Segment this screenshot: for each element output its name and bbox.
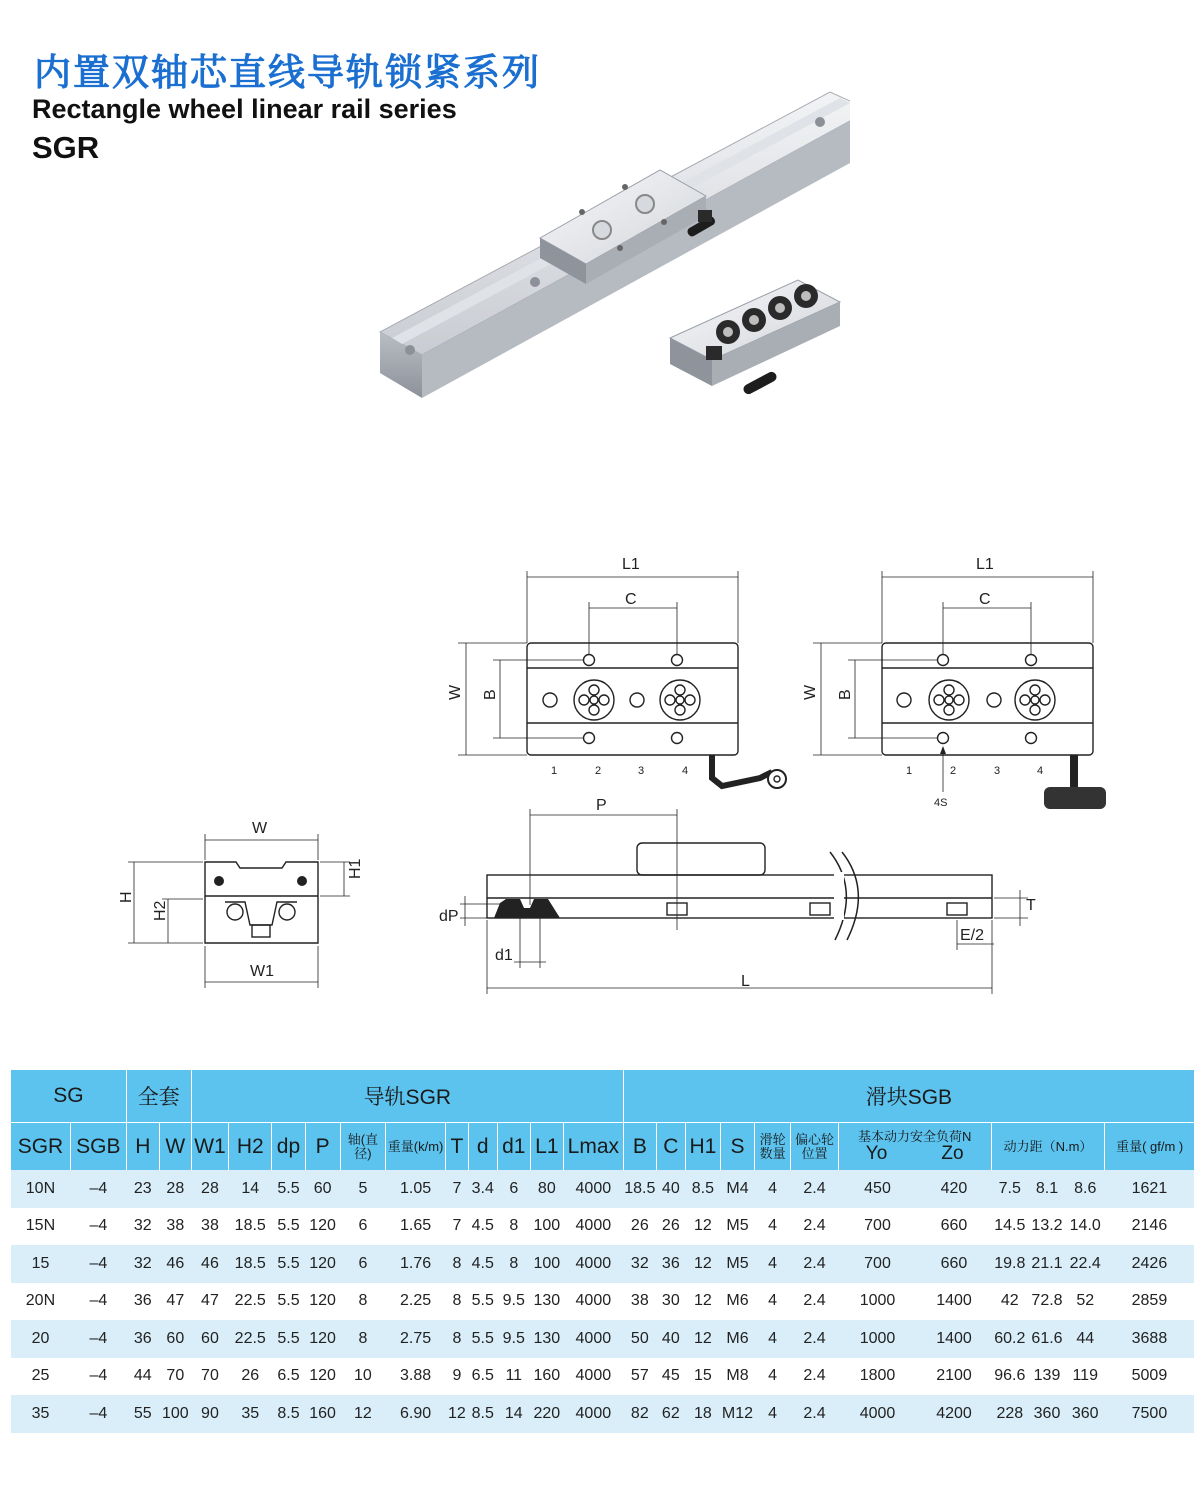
table-cell: 23	[126, 1170, 159, 1208]
table-cell: 4000	[575, 1217, 612, 1235]
table-cell: 1.76	[386, 1245, 446, 1283]
table-cell: 120	[309, 1292, 336, 1310]
table-cell: 4	[768, 1367, 778, 1385]
table-row	[11, 1283, 1195, 1321]
table-cell: 10	[353, 1367, 372, 1385]
group-header-slider: 滑块SGB	[623, 1070, 1194, 1123]
spec-table-body	[11, 1170, 1195, 1433]
table-cell: 14	[497, 1395, 530, 1433]
table-cell: 1000	[859, 1292, 896, 1310]
table-cell: 2.4	[803, 1367, 826, 1385]
label-w-left: W	[447, 684, 464, 700]
table-cell: 660	[917, 1245, 991, 1283]
col-load	[838, 1123, 991, 1171]
table-cell: 4	[755, 1245, 791, 1283]
table-cell: 18	[685, 1395, 720, 1433]
table-cell: 6	[340, 1245, 385, 1283]
table-cell: 38	[630, 1292, 649, 1310]
table-cell: 47	[166, 1292, 185, 1310]
table-cell: 8	[340, 1320, 385, 1358]
hole-3-left: 3	[638, 765, 645, 777]
table-cell: 700	[864, 1217, 891, 1235]
table-cell: 36	[133, 1292, 152, 1310]
table-cell: 4.5	[468, 1245, 497, 1283]
col-dp: dp	[272, 1123, 305, 1171]
table-cell: 12	[693, 1292, 712, 1310]
table-cell: 228	[991, 1395, 1028, 1433]
table-cell: M5	[720, 1245, 754, 1283]
table-cell: 72.8	[1031, 1292, 1063, 1310]
table-cell: 130	[530, 1320, 563, 1358]
table-cell: 4	[755, 1395, 791, 1433]
table-cell: 90	[191, 1395, 228, 1433]
group-header-sg: SG	[11, 1070, 127, 1123]
table-cell: 100	[533, 1217, 561, 1235]
table-cell: 360	[1066, 1395, 1105, 1433]
table-cell: 1.65	[400, 1217, 432, 1235]
table-cell: 40	[656, 1170, 685, 1208]
table-cell: 60	[159, 1320, 191, 1358]
label-w-right: W	[802, 684, 819, 700]
table-cell: 4000	[563, 1395, 623, 1433]
table-cell: 5.5	[277, 1292, 300, 1310]
side-view	[460, 809, 1028, 994]
table-cell: 2.25	[400, 1292, 432, 1310]
hole-1-left: 1	[551, 765, 558, 777]
slider-block-photo	[670, 280, 840, 396]
label-p: P	[596, 797, 607, 814]
table-cell: 6.90	[386, 1395, 446, 1433]
table-cell: 22.5	[229, 1320, 272, 1358]
table-cell: 4	[768, 1292, 778, 1310]
label-d1: d1	[495, 947, 513, 964]
table-cell: 96.6	[994, 1367, 1026, 1385]
table-cell: –4	[70, 1395, 126, 1433]
table-cell: 4000	[563, 1245, 623, 1283]
col-d1: d1	[497, 1123, 530, 1171]
hole-4-right: 4	[1037, 765, 1044, 777]
table-cell: –4	[89, 1292, 108, 1310]
col-l1: L1	[530, 1123, 563, 1171]
group-header-rail: 导轨SGR	[191, 1070, 623, 1123]
table-cell: 2.4	[791, 1320, 839, 1358]
label-t: T	[1026, 897, 1036, 914]
table-cell: 7	[446, 1170, 469, 1208]
table-row	[11, 1320, 1195, 1358]
col-p: P	[305, 1123, 340, 1171]
table-cell: 70	[166, 1367, 185, 1385]
table-cell: 25	[31, 1367, 50, 1385]
table-cell: 19.8	[991, 1245, 1028, 1283]
table-cell: 70	[201, 1367, 219, 1385]
table-cell: 44	[1066, 1320, 1105, 1358]
table-cell: 139	[1033, 1367, 1061, 1385]
table-cell: 18.5	[234, 1217, 266, 1235]
table-cell: 3.88	[400, 1367, 432, 1385]
table-cell: M6	[726, 1292, 749, 1310]
page-title-en: Rectangle wheel linear rail series	[32, 94, 457, 124]
col-eccentric: 偏心轮位置	[791, 1123, 839, 1171]
table-cell: –4	[89, 1367, 108, 1385]
table-cell: 35	[229, 1395, 272, 1433]
table-cell: M12	[720, 1395, 754, 1433]
table-cell: 62	[656, 1395, 685, 1433]
table-cell: 22.5	[234, 1292, 266, 1310]
table-cell: 14.0	[1069, 1217, 1101, 1235]
table-cell: 220	[530, 1395, 563, 1433]
table-cell: 5	[340, 1170, 385, 1208]
table-cell: 2146	[1131, 1217, 1168, 1235]
table-cell: 7.5	[991, 1170, 1028, 1208]
table-cell: 60	[305, 1170, 340, 1208]
group-header-set: 全套	[126, 1070, 191, 1123]
table-cell: 700	[838, 1245, 917, 1283]
col-load-title: 基本动力安全负荷N	[858, 1128, 972, 1144]
table-cell: 36	[656, 1245, 685, 1283]
table-row	[11, 1208, 1195, 1246]
table-cell: 12	[446, 1395, 469, 1433]
table-cell: 13.2	[1031, 1217, 1063, 1235]
table-cell: 60	[191, 1320, 228, 1358]
table-row	[11, 1170, 1195, 1208]
label-c-left: C	[625, 591, 637, 608]
col-sgb: SGB	[70, 1123, 126, 1171]
table-row	[11, 1358, 1195, 1396]
table-cell: 6.5	[471, 1367, 494, 1385]
table-cell: 12	[340, 1395, 385, 1433]
table-cell: 42	[1000, 1292, 1019, 1310]
hole-4-left: 4	[682, 765, 689, 777]
table-cell: 5.5	[272, 1245, 305, 1283]
table-cell: 5.5	[277, 1217, 300, 1235]
table-cell: 120	[309, 1367, 336, 1385]
table-cell: 11	[505, 1367, 523, 1385]
table-cell: 2.4	[791, 1170, 839, 1208]
col-c: C	[656, 1123, 685, 1171]
table-cell: 4	[755, 1170, 791, 1208]
table-cell: 5.5	[471, 1292, 494, 1310]
table-cell: 22.4	[1066, 1245, 1105, 1283]
table-cell: 52	[1076, 1292, 1095, 1310]
top-view-lever-type	[458, 571, 786, 788]
table-cell: 2.4	[803, 1217, 826, 1235]
table-cell: 3688	[1105, 1320, 1194, 1358]
col-t: T	[446, 1123, 469, 1171]
table-cell: 120	[309, 1217, 336, 1235]
table-cell: 15N	[25, 1217, 56, 1235]
table-cell: 7	[452, 1217, 462, 1235]
hole-3-right: 3	[994, 765, 1001, 777]
table-cell: 1400	[936, 1292, 972, 1310]
table-cell: 3.4	[468, 1170, 497, 1208]
table-cell: 12	[693, 1217, 712, 1235]
col-sgr: SGR	[11, 1123, 71, 1171]
table-cell: 130	[533, 1292, 561, 1310]
col-shaft: 轴(直径)	[340, 1123, 385, 1171]
table-cell: 1800	[859, 1367, 896, 1385]
table-cell: 38	[166, 1217, 185, 1235]
label-dp: dP	[439, 908, 459, 925]
technical-drawings	[0, 540, 1200, 1010]
col-zo: Zo	[941, 1142, 964, 1164]
col-moment: 动力距（N.m）	[991, 1123, 1105, 1171]
col-wheel-count: 滑轮数量	[755, 1123, 791, 1171]
table-cell: 5.5	[468, 1320, 497, 1358]
table-cell: 9	[452, 1367, 462, 1385]
table-cell: 5.5	[272, 1170, 305, 1208]
table-cell: 8	[497, 1245, 530, 1283]
table-cell: 660	[940, 1217, 968, 1235]
table-cell: M5	[726, 1217, 749, 1235]
page-title-cn: 内置双轴芯直线导轨锁紧系列	[34, 51, 541, 94]
table-row	[11, 1245, 1195, 1283]
table-cell: 12	[685, 1245, 720, 1283]
table-cell: 14.5	[994, 1217, 1026, 1235]
table-cell: –4	[70, 1170, 126, 1208]
table-cell: 2.75	[386, 1320, 446, 1358]
table-cell: 8.6	[1066, 1170, 1105, 1208]
table-cell: M6	[720, 1320, 754, 1358]
col-s: S	[720, 1123, 754, 1171]
table-cell: 60.2	[991, 1320, 1028, 1358]
table-cell: 26	[630, 1217, 649, 1235]
col-yo: Yo	[865, 1142, 888, 1164]
table-cell: 5009	[1131, 1367, 1168, 1385]
table-cell: 120	[305, 1320, 340, 1358]
hole-1-right: 1	[906, 765, 913, 777]
table-cell: 1.05	[386, 1170, 446, 1208]
table-cell: 20	[11, 1320, 71, 1358]
table-cell: –4	[70, 1245, 126, 1283]
table-cell: 160	[533, 1367, 561, 1385]
table-cell: 8	[446, 1245, 469, 1283]
table-cell: –4	[70, 1320, 126, 1358]
table-cell: 46	[191, 1245, 228, 1283]
table-cell: 18.5	[229, 1245, 272, 1283]
table-cell: 57	[630, 1367, 649, 1385]
table-cell: 40	[656, 1320, 685, 1358]
col-w1: W1	[191, 1123, 228, 1171]
label-l1-left: L1	[622, 556, 640, 573]
label-l: L	[741, 973, 750, 990]
label-l1-right: L1	[976, 556, 994, 573]
table-cell: 7500	[1105, 1395, 1194, 1433]
label-b-right: B	[837, 689, 854, 700]
col-h2: H2	[229, 1123, 272, 1171]
table-cell: 8.5	[272, 1395, 305, 1433]
col-h: H	[126, 1123, 159, 1171]
table-cell: 44	[133, 1367, 152, 1385]
table-row	[11, 1395, 1195, 1433]
table-cell: 28	[191, 1170, 228, 1208]
label-4s: 4S	[934, 797, 948, 809]
table-cell: 32	[133, 1217, 152, 1235]
table-cell: M8	[726, 1367, 749, 1385]
col-w: W	[159, 1123, 191, 1171]
table-cell: 35	[11, 1395, 71, 1433]
table-cell: 4200	[917, 1395, 991, 1433]
table-cell: 10N	[11, 1170, 71, 1208]
col-d: d	[468, 1123, 497, 1171]
top-view-knob-type	[813, 571, 1106, 809]
spec-table	[10, 1070, 1194, 1433]
table-cell: 4000	[838, 1395, 917, 1433]
table-cell: 4.5	[471, 1217, 494, 1235]
model-code: SGR	[32, 130, 100, 165]
label-h2: H2	[152, 900, 169, 921]
table-cell: 8	[446, 1320, 469, 1358]
table-cell: 6.5	[277, 1367, 300, 1385]
hole-2-right: 2	[950, 765, 957, 777]
table-cell: 30	[661, 1292, 680, 1310]
label-h1: H1	[347, 858, 364, 879]
col-lmax: Lmax	[563, 1123, 623, 1171]
col-h1: H1	[685, 1123, 720, 1171]
table-cell: 1400	[917, 1320, 991, 1358]
table-cell: 18.5	[623, 1170, 656, 1208]
table-cell: 38	[201, 1217, 219, 1235]
table-cell: 26	[661, 1217, 680, 1235]
col-weight-slider: 重量( gf/m )	[1105, 1123, 1194, 1171]
table-cell: 32	[623, 1245, 656, 1283]
table-cell: 100	[159, 1395, 191, 1433]
table-cell: 15	[693, 1367, 712, 1385]
table-cell: 100	[530, 1245, 563, 1283]
table-cell: 6	[497, 1170, 530, 1208]
table-cell: 1000	[838, 1320, 917, 1358]
table-cell: –4	[89, 1217, 108, 1235]
table-cell: 160	[305, 1395, 340, 1433]
table-cell: 8.1	[1028, 1170, 1065, 1208]
table-cell: 20N	[25, 1292, 56, 1310]
table-cell: 2100	[936, 1367, 972, 1385]
label-e2: E/2	[960, 927, 985, 944]
table-cell: 36	[126, 1320, 159, 1358]
table-cell: 61.6	[1028, 1320, 1065, 1358]
table-cell: 2859	[1131, 1292, 1168, 1310]
table-cell: 47	[201, 1292, 219, 1310]
table-cell: 12	[685, 1320, 720, 1358]
table-cell: 2.4	[791, 1245, 839, 1283]
table-cell: 450	[838, 1170, 917, 1208]
table-cell: 26	[241, 1367, 260, 1385]
table-cell: 32	[126, 1245, 159, 1283]
table-cell: 45	[661, 1367, 680, 1385]
table-cell: 119	[1072, 1367, 1098, 1385]
table-cell: M4	[720, 1170, 754, 1208]
col-b: B	[623, 1123, 656, 1171]
table-cell: 28	[159, 1170, 191, 1208]
table-cell: 80	[530, 1170, 563, 1208]
table-cell: 21.1	[1028, 1245, 1065, 1283]
table-cell: 4	[768, 1217, 778, 1235]
table-cell: 9.5	[497, 1320, 530, 1358]
table-cell: 120	[305, 1245, 340, 1283]
table-cell: 5.5	[272, 1320, 305, 1358]
table-cell: 82	[623, 1395, 656, 1433]
table-cell: 6	[358, 1217, 368, 1235]
table-cell: 1621	[1105, 1170, 1194, 1208]
table-cell: 8.5	[468, 1395, 497, 1433]
table-cell: 8.5	[685, 1170, 720, 1208]
product-photo	[370, 70, 850, 420]
table-cell: 2.4	[803, 1292, 826, 1310]
label-b-left: B	[482, 689, 499, 700]
table-cell: 4	[755, 1320, 791, 1358]
table-cell: 8	[452, 1292, 462, 1310]
table-cell: 420	[917, 1170, 991, 1208]
table-cell: 4000	[575, 1292, 612, 1310]
table-cell: 50	[623, 1320, 656, 1358]
label-h: H	[118, 891, 135, 903]
label-c-right: C	[979, 591, 991, 608]
table-cell: 9.5	[502, 1292, 525, 1310]
table-cell: 15	[11, 1245, 71, 1283]
table-cell: 14	[229, 1170, 272, 1208]
table-cell: 55	[126, 1395, 159, 1433]
col-weight-rail: 重量(k/m)	[386, 1123, 446, 1171]
table-cell: 4000	[575, 1367, 612, 1385]
table-cell: 8	[509, 1217, 519, 1235]
table-cell: 4000	[563, 1170, 623, 1208]
hole-2-left: 2	[595, 765, 602, 777]
label-w1-end: W1	[250, 963, 274, 980]
table-cell: 2.4	[791, 1395, 839, 1433]
table-cell: 8	[358, 1292, 368, 1310]
table-cell: 360	[1028, 1395, 1065, 1433]
label-w-end: W	[252, 820, 268, 837]
table-cell: 2426	[1105, 1245, 1194, 1283]
table-cell: 4000	[563, 1320, 623, 1358]
table-cell: 46	[159, 1245, 191, 1283]
